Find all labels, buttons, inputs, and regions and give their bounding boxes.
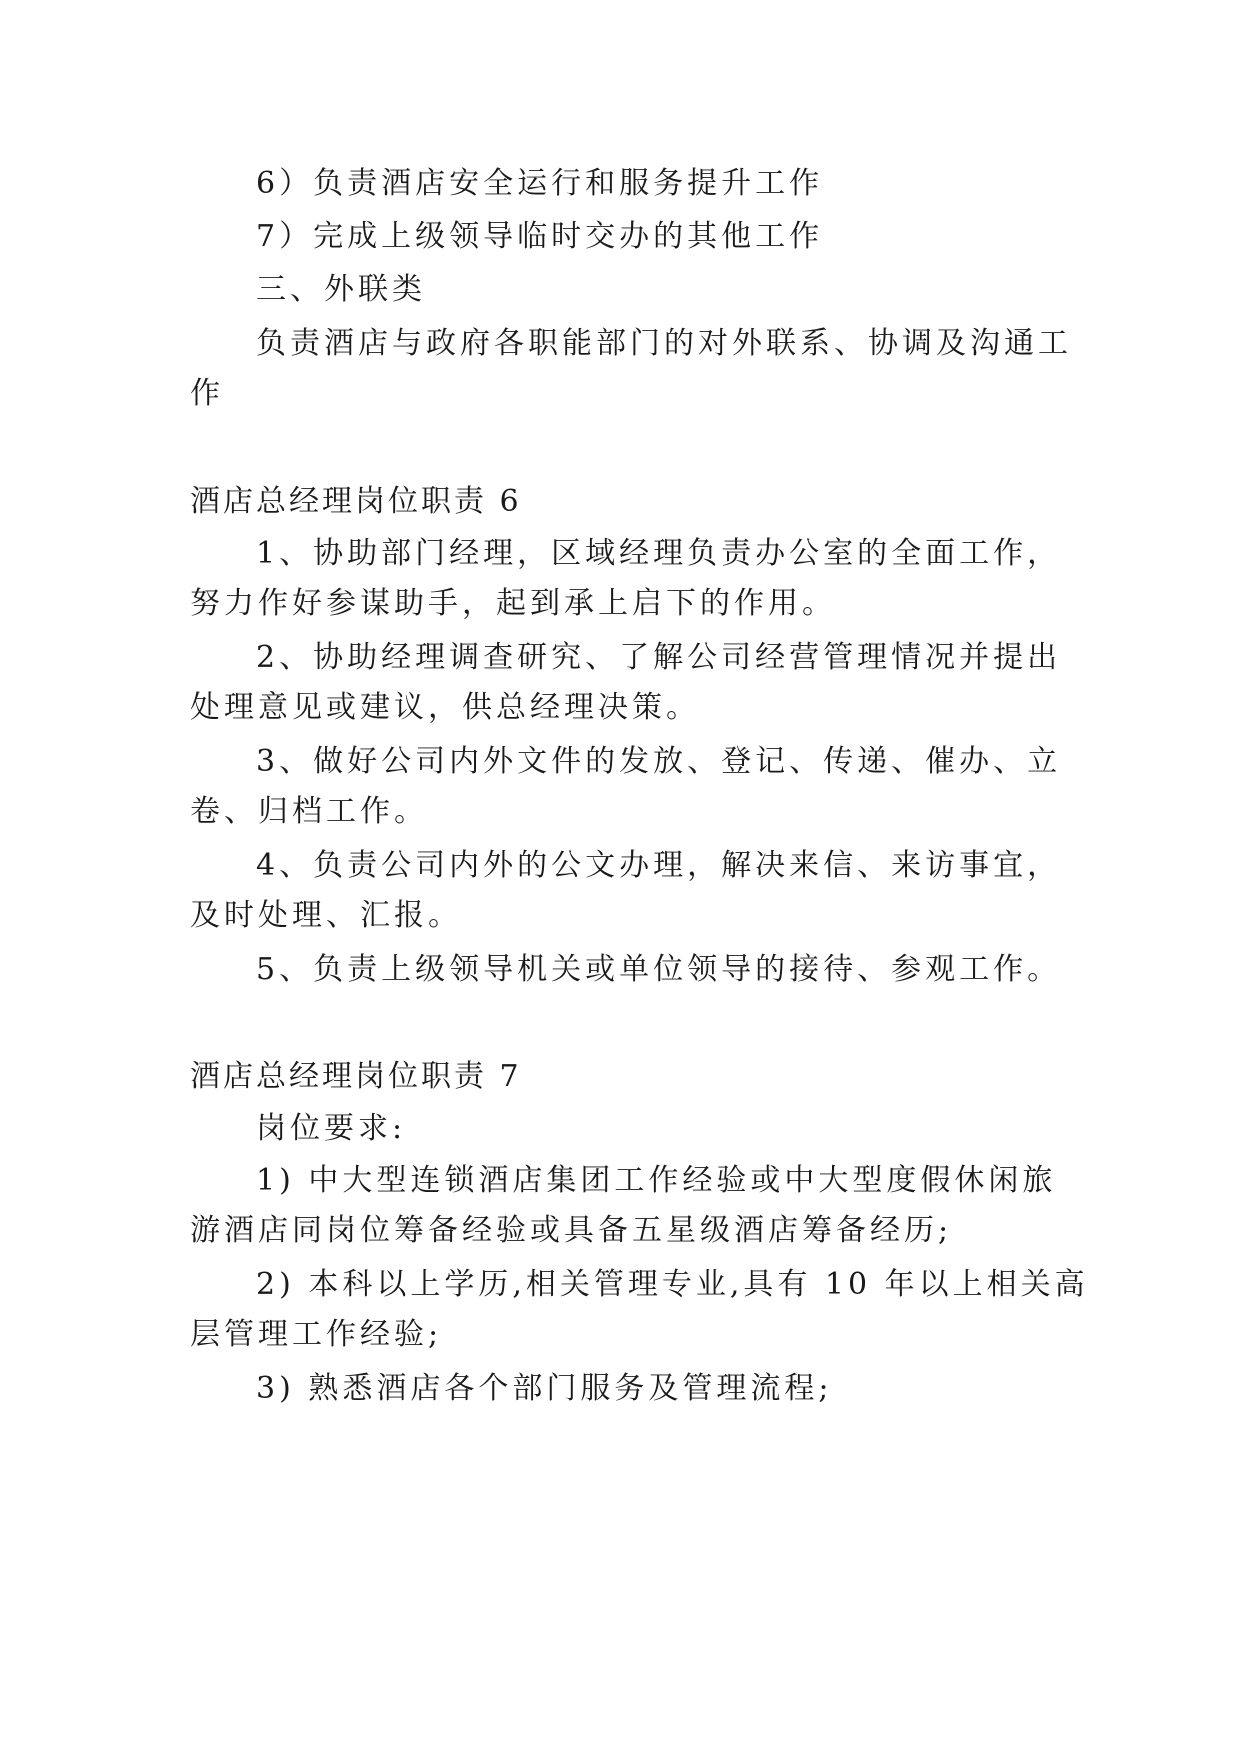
list-item: 6）负责酒店安全运行和服务提升工作 <box>256 166 824 201</box>
section-subheading: 岗位要求: <box>256 1111 407 1146</box>
list-item-line: 3) 熟悉酒店各个部门服务及管理流程; <box>256 1371 833 1406</box>
list-item-line: 层管理工作经验; <box>190 1317 443 1352</box>
list-item-line: 游酒店同岗位筹备经验或具备五星级酒店筹备经历; <box>190 1213 953 1248</box>
section-title: 酒店总经理岗位职责 6 <box>190 484 522 519</box>
list-item-line: 卷、归档工作。 <box>190 794 428 829</box>
list-item-line: 4、负责公司内外的公文办理，解决来信、来访事宜， <box>256 848 1062 883</box>
section-title: 酒店总经理岗位职责 7 <box>190 1059 522 1094</box>
list-item-line: 处理意见或建议，供总经理决策。 <box>190 690 700 725</box>
list-item-line: 5、负责上级领导机关或单位领导的接待、参观工作。 <box>256 952 1062 987</box>
list-item-line: 1) 中大型连锁酒店集团工作经验或中大型度假休闲旅 <box>256 1163 1057 1198</box>
list-item-line: 努力作好参谋助手，起到承上启下的作用。 <box>190 586 836 621</box>
list-item: 7）完成上级领导临时交办的其他工作 <box>256 219 824 254</box>
paragraph-line: 负责酒店与政府各职能部门的对外联系、协调及沟通工 <box>256 326 1072 361</box>
list-item-line: 2) 本科以上学历,相关管理专业,具有 10 年以上相关高 <box>256 1267 1089 1302</box>
list-item-line: 1、协助部门经理，区域经理负责办公室的全面工作， <box>256 536 1062 571</box>
paragraph-line: 作 <box>190 376 224 411</box>
list-item-line: 及时处理、汇报。 <box>190 898 462 933</box>
section-subheading: 三、外联类 <box>256 272 426 307</box>
list-item-line: 2、协助经理调查研究、了解公司经营管理情况并提出 <box>256 640 1062 675</box>
list-item-line: 3、做好公司内外文件的发放、登记、传递、催办、立 <box>256 744 1062 779</box>
